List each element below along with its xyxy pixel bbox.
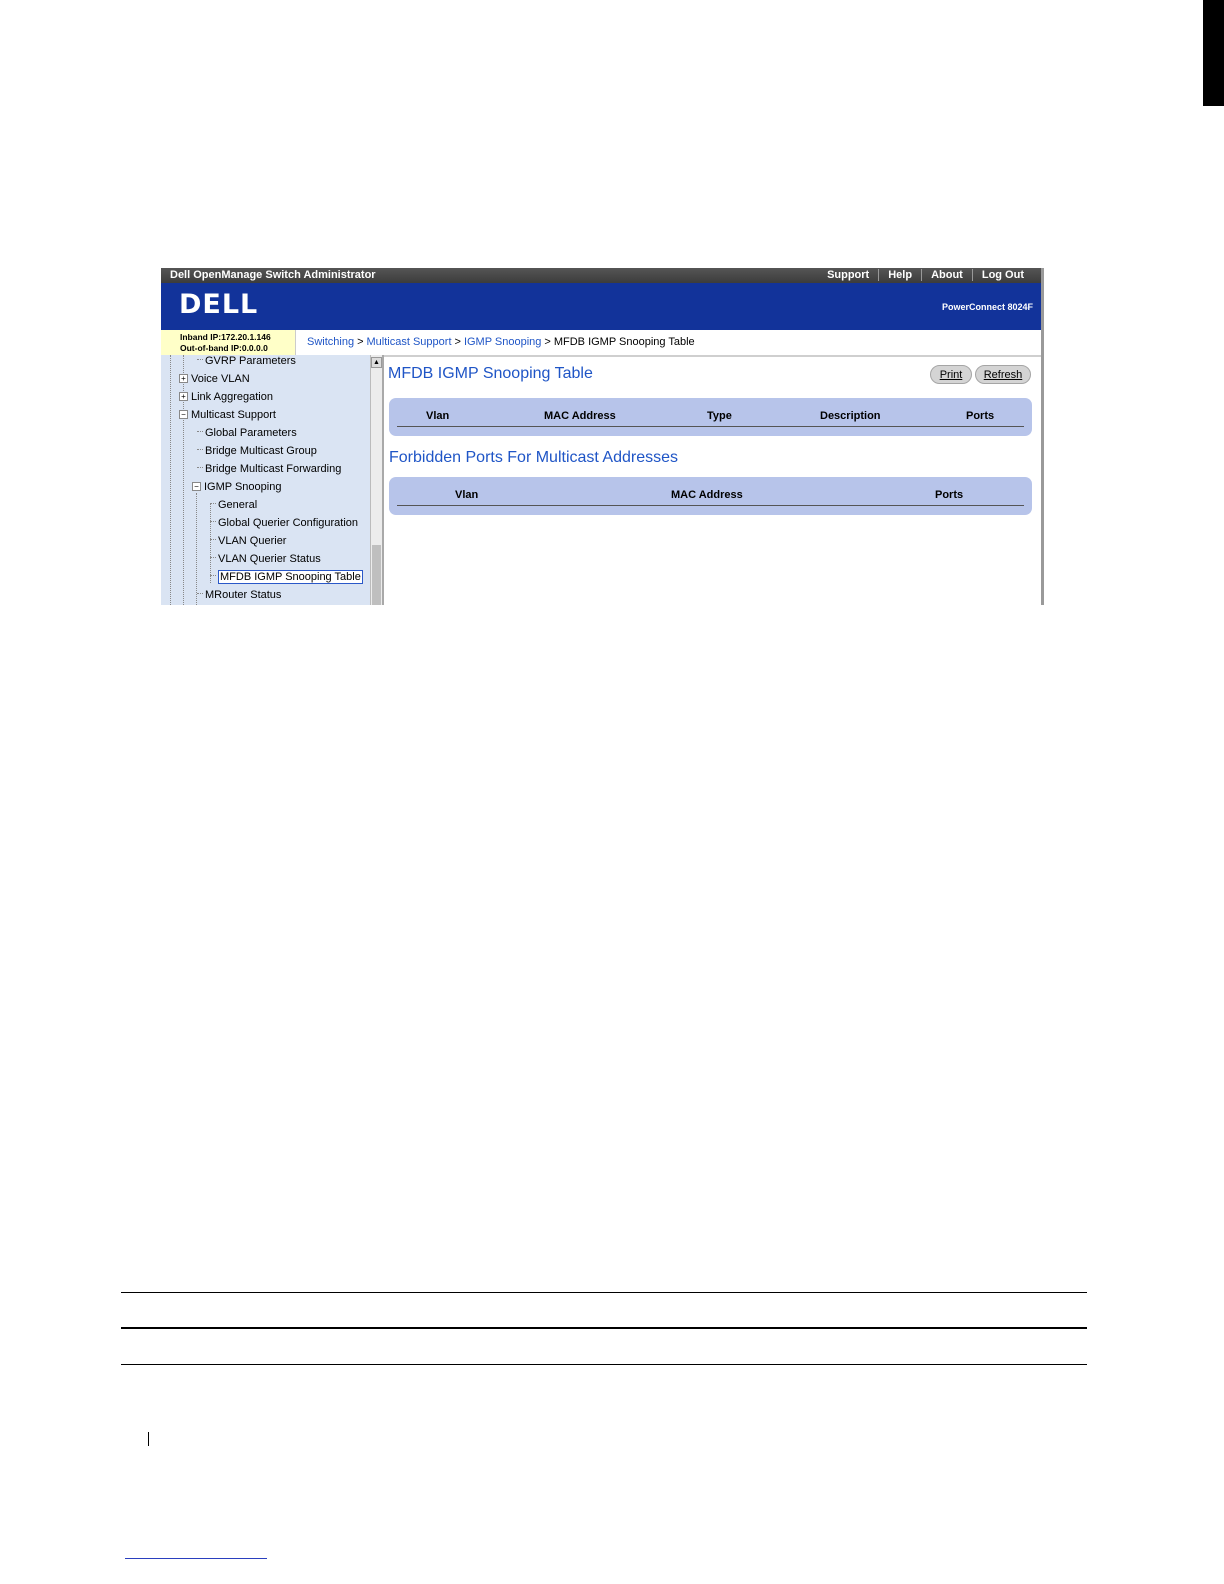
- tree-connector: [197, 593, 203, 594]
- tree-connector: [210, 575, 216, 576]
- collapse-icon[interactable]: −: [179, 410, 188, 419]
- scroll-thumb[interactable]: [372, 545, 381, 605]
- table-rule-bottom: [121, 1364, 1087, 1365]
- tree-connector: [197, 449, 203, 450]
- title-bar: [161, 268, 1041, 283]
- sidebar-item-link-aggregation[interactable]: + Link Aggregation: [179, 389, 273, 406]
- app-title: Dell OpenManage Switch Administrator: [170, 269, 376, 281]
- mfdb-table-header: [389, 398, 1032, 436]
- column-mac-address: MAC Address: [544, 410, 616, 422]
- sidebar-item-bridge-multicast-group[interactable]: Bridge Multicast Group: [197, 443, 317, 460]
- header-rule: [397, 505, 1024, 506]
- column-ports: Ports: [966, 410, 995, 422]
- device-model: PowerConnect 8024F: [941, 302, 1033, 312]
- sidebar-item-igmp-snooping[interactable]: − IGMP Snooping: [192, 479, 281, 496]
- section-title-forbidden-ports: Forbidden Ports For Multicast Addresses: [389, 449, 679, 466]
- help-link[interactable]: Help: [878, 269, 921, 281]
- support-link[interactable]: Support: [827, 269, 870, 281]
- tree-connector: [197, 359, 203, 360]
- breadcrumb-igmp-snooping[interactable]: IGMP Snooping: [463, 336, 542, 348]
- column-description: Description: [820, 410, 881, 422]
- column-ports: Ports: [935, 489, 964, 501]
- tree-connector: [210, 557, 216, 558]
- column-type: Type: [707, 410, 732, 422]
- out-of-band-ip: Out-of-band IP:0.0.0.0: [180, 343, 268, 353]
- about-link[interactable]: About: [921, 269, 972, 281]
- ip-info-box: [161, 330, 296, 355]
- sidebar-tree: [161, 355, 370, 605]
- breadcrumb-separator: >: [357, 336, 364, 348]
- sidebar-item-mrouter-status[interactable]: MRouter Status: [197, 587, 281, 604]
- table-rule-middle: [121, 1327, 1087, 1329]
- page-edge-tab: [1203, 0, 1224, 106]
- logout-link[interactable]: Log Out: [972, 269, 1033, 281]
- sidebar-item-voice-vlan[interactable]: + Voice VLAN: [179, 371, 250, 388]
- sidebar-item-mfdb-igmp-snooping-table[interactable]: MFDB IGMP Snooping Table: [210, 569, 363, 586]
- tree-guide-line: [170, 355, 171, 605]
- inband-ip: Inband IP:172.20.1.146: [180, 332, 271, 342]
- header-rule: [397, 426, 1024, 427]
- sidebar-item-multicast-support[interactable]: − Multicast Support: [179, 407, 276, 424]
- expand-icon[interactable]: +: [179, 374, 188, 383]
- sidebar-item-general[interactable]: General: [210, 497, 257, 514]
- sidebar-item-global-parameters[interactable]: Global Parameters: [197, 425, 297, 442]
- column-vlan: Vlan: [455, 489, 479, 501]
- tree-connector: [197, 431, 203, 432]
- tree-connector: [210, 539, 216, 540]
- sidebar-item-vlan-querier-status[interactable]: VLAN Querier Status: [210, 551, 321, 568]
- expand-icon[interactable]: +: [179, 392, 188, 401]
- tree-connector: [197, 467, 203, 468]
- footer-link-line: [125, 1558, 267, 1559]
- screenshot-window: [161, 268, 1044, 605]
- column-mac-address: MAC Address: [671, 489, 743, 501]
- sidebar-item-bridge-multicast-forwarding[interactable]: Bridge Multicast Forwarding: [197, 461, 341, 478]
- sidebar-item-vlan-querier[interactable]: VLAN Querier: [210, 533, 286, 550]
- collapse-icon[interactable]: −: [192, 482, 201, 491]
- table-rule-top: [121, 1292, 1087, 1293]
- sidebar-item-global-querier-configuration[interactable]: Global Querier Configuration: [210, 515, 358, 532]
- dell-logo: DELL: [179, 289, 259, 320]
- breadcrumb-separator: >: [544, 336, 551, 348]
- content-divider: [382, 355, 384, 605]
- header-banner: [161, 283, 1041, 331]
- forbidden-ports-table-header: [389, 477, 1032, 515]
- breadcrumb-bar: [296, 330, 1041, 357]
- print-button[interactable]: Print: [930, 365, 972, 384]
- column-vlan: Vlan: [426, 410, 450, 422]
- breadcrumb-switching[interactable]: Switching: [307, 336, 355, 348]
- tree-connector: [210, 503, 216, 504]
- sidebar-item-gvrp-parameters[interactable]: GVRP Parameters: [197, 355, 296, 370]
- refresh-button[interactable]: Refresh: [975, 365, 1031, 384]
- page-margin-mark: [148, 1432, 149, 1446]
- top-links: [818, 269, 1033, 281]
- breadcrumb-multicast-support[interactable]: Multicast Support: [366, 336, 452, 348]
- tree-connector: [210, 521, 216, 522]
- page-title: MFDB IGMP Snooping Table: [388, 365, 593, 382]
- breadcrumb: [307, 336, 695, 348]
- breadcrumb-current: MFDB IGMP Snooping Table: [553, 336, 695, 348]
- scroll-up-arrow-icon[interactable]: ▲: [371, 357, 382, 368]
- breadcrumb-separator: >: [454, 336, 461, 348]
